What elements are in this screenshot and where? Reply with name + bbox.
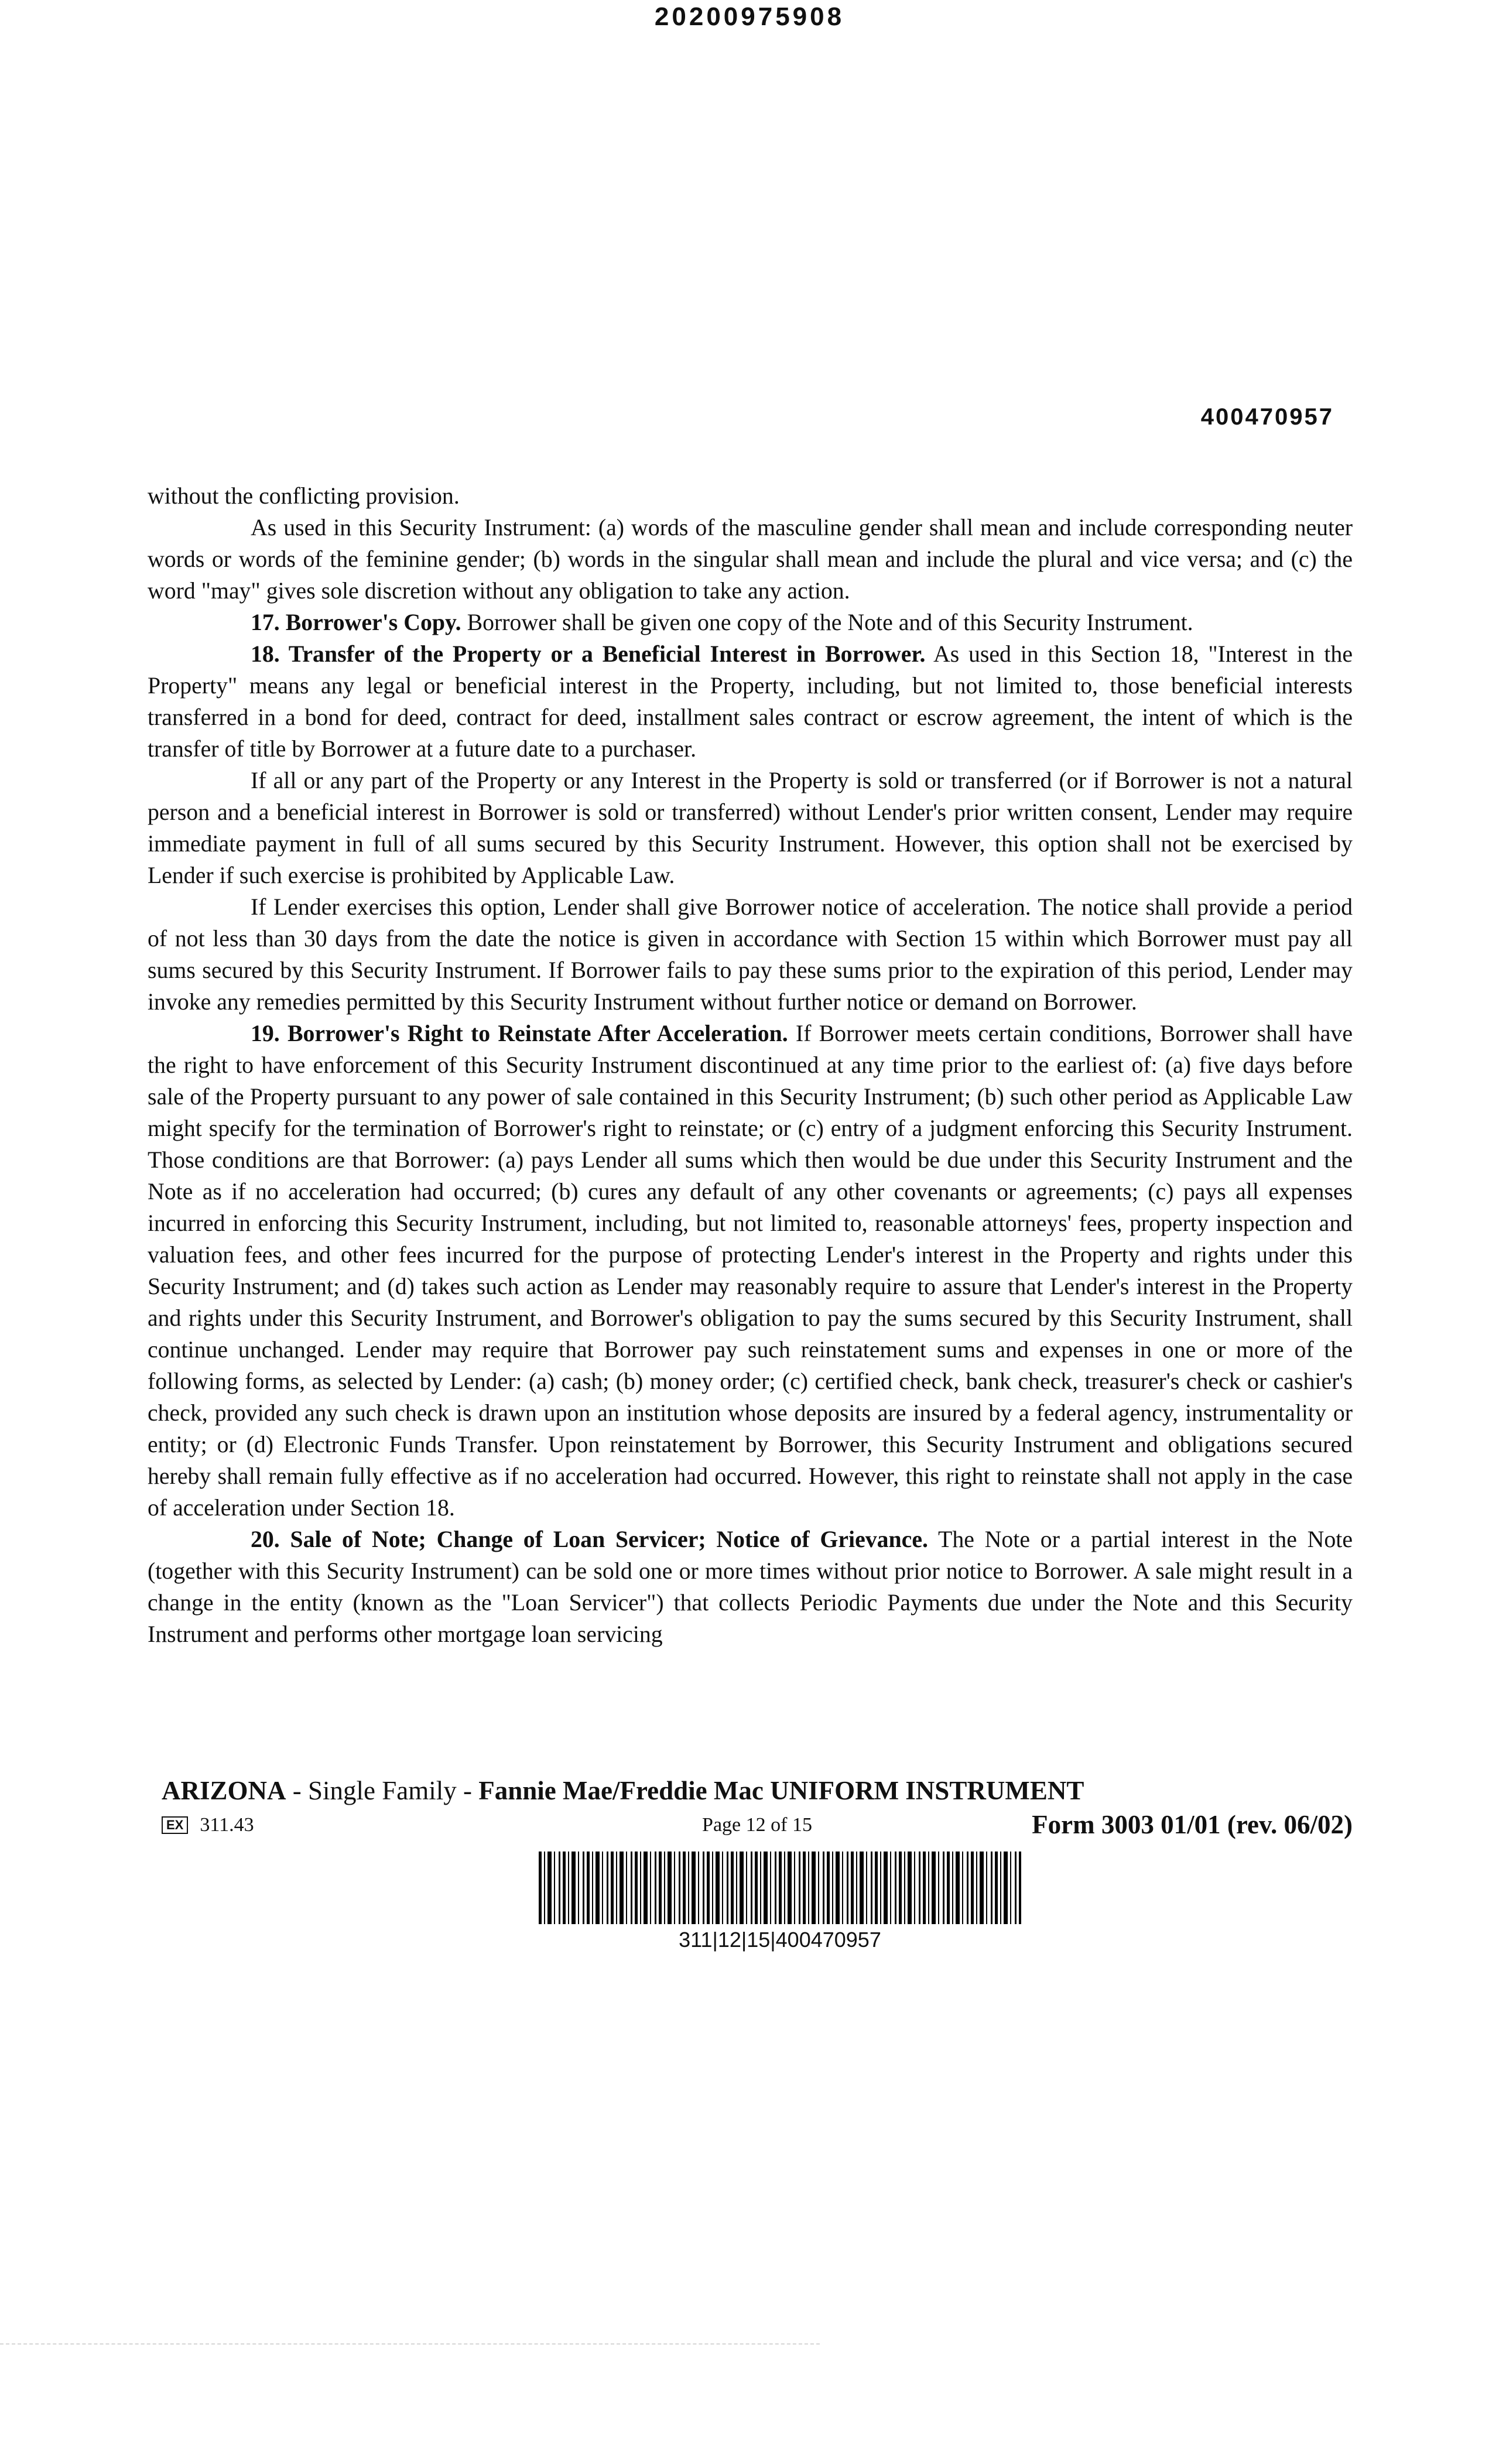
footer-instrument: Fannie Mae/Freddie Mac UNIFORM INSTRUMENT	[478, 1776, 1084, 1805]
section-19-text: If Borrower meets certain conditions, Borrower shall have the right to have enforcement of this Security Instrument discontinued at any time prior to the earliest of: (a) five days before sale of the Property pursuant to any power of sale contained in this Security Instrument; (b) such other period as Applicable Law might specify for the termination of Borrower's right to reinstate; or (c) entry of a judgment enforcing this Security Instrument. Those conditions are that Borrower: (a) pays Lender all sums which then would be due under this Security Instrument and the Note as if no acceleration had occurred; (b) cures any default of any other covenants or agreements; (c) pays all expenses incurred in enforcing this Security Instrument, including, but not limited to, reasonable attorneys' fees, property inspection and valuation fees, and other fees incurred for the purpose of protecting Lender's interest in the Property and rights under this Security Instrument; and (d) takes such action as Lender may reasonably require to assure that Lender's interest in the Property and rights under this Security Instrument, and Borrower's obligation to pay the sums secured by this Security Instrument, shall continue unchanged. Lender may require that Borrower pay such reinstatement sums and expenses in one or more of the following forms, as selected by Lender: (a) cash; (b) money order; (c) certified check, bank check, treasurer's check or cashier's check, provided any such check is drawn upon an institution whose deposits are insured by a federal agency, instrumentality or entity; or (d) Electronic Funds Transfer. Upon reinstatement by Borrower, this Security Instrument and obligations secured hereby shall remain fully effective as if no acceleration had occurred. However, this right to reinstate shall not apply in the case of acceleration under Section 18.	[148, 1021, 1353, 1521]
barcode-image	[539, 1852, 1021, 1924]
section-18-paragraph-3: If Lender exercises this option, Lender shall give Borrower notice of acceleration. The notice shall provide a period of not less than 30 days from the date the notice is given in accordance with Section 15 within which Borrower must pay all sums secured by this Security Instrument. If Borrower fails to pay these sums prior to the expiration of this period, Lender may invoke any remedies permitted by this Security Instrument without further notice or demand on Borrower.	[148, 894, 1353, 1015]
footer-title	[162, 1775, 1084, 1806]
section-20-heading: 20. Sale of Note; Change of Loan Servicer; Notice of Grievance.	[251, 1527, 928, 1552]
section-20-text: The Note or a partial interest in the Note (together with this Security Instrument) can be sold one or more times without prior notice to Borrower. A sale might result in a change in the entity (known as the "Loan Servicer") that collects Periodic Payments due under the Note and this Security Instrument and performs other mortgage loan servicing	[148, 1527, 1353, 1647]
section-18-text: As used in this Section 18, "Interest in the Property" means any legal or beneficial interest in the Property, including, but not limited to, those beneficial interests transferred in a bond for deed, contract for deed, installment sales contract or escrow agreement, the intent of which is the transfer of title by Borrower at a future date to a purchaser.	[148, 641, 1353, 762]
ex-logo: EX	[162, 1816, 188, 1834]
page-number: Page 12 of 15	[702, 1814, 812, 1836]
document-body	[148, 480, 1353, 1650]
section-19	[148, 1018, 1353, 1524]
footer-state: ARIZONA	[162, 1776, 286, 1805]
section-17-text: Borrower shall be given one copy of the Note and of this Security Instrument.	[461, 610, 1193, 635]
section-17	[148, 607, 1353, 638]
section-18-paragraph-2: If all or any part of the Property or any Interest in the Property is sold or transferred (or if Borrower is not a natural person and a beneficial interest in Borrower is sold or transferred) without Lender's prior written consent, Lender may require immediate payment in full of all sums secured by this Security Instrument. However, this option shall not be exercised by Lender if such exercise is prohibited by Applicable Law.	[148, 768, 1353, 888]
recording-number: 20200975908	[654, 2, 845, 31]
scan-artifact-line	[0, 2343, 820, 2345]
paragraph-gender-usage: As used in this Security Instrument: (a) words of the masculine gender shall mean and include corresponding neuter words or words of the feminine gender; (b) words in the singular shall mean and include the plural and vice versa; and (c) the word "may" gives sole discretion without any obligation to take any action.	[148, 515, 1353, 604]
loan-number: 400470957	[1200, 404, 1334, 430]
section-20	[148, 1524, 1353, 1650]
section-18	[148, 638, 1353, 765]
footer-separator: - Single Family -	[286, 1776, 479, 1805]
paragraph-continuation: without the conflicting provision.	[148, 483, 460, 509]
section-17-heading: 17. Borrower's Copy.	[251, 610, 461, 635]
barcode-text: 311|12|15|400470957	[679, 1928, 881, 1952]
section-19-heading: 19. Borrower's Right to Reinstate After Acceleration.	[251, 1021, 788, 1046]
section-18-heading: 18. Transfer of the Property or a Beneficial Interest in Borrower.	[251, 641, 926, 667]
form-number: Form 3003 01/01 (rev. 06/02)	[1032, 1810, 1353, 1839]
form-code: 311.43	[200, 1814, 254, 1836]
footer-details	[162, 1812, 1353, 1841]
